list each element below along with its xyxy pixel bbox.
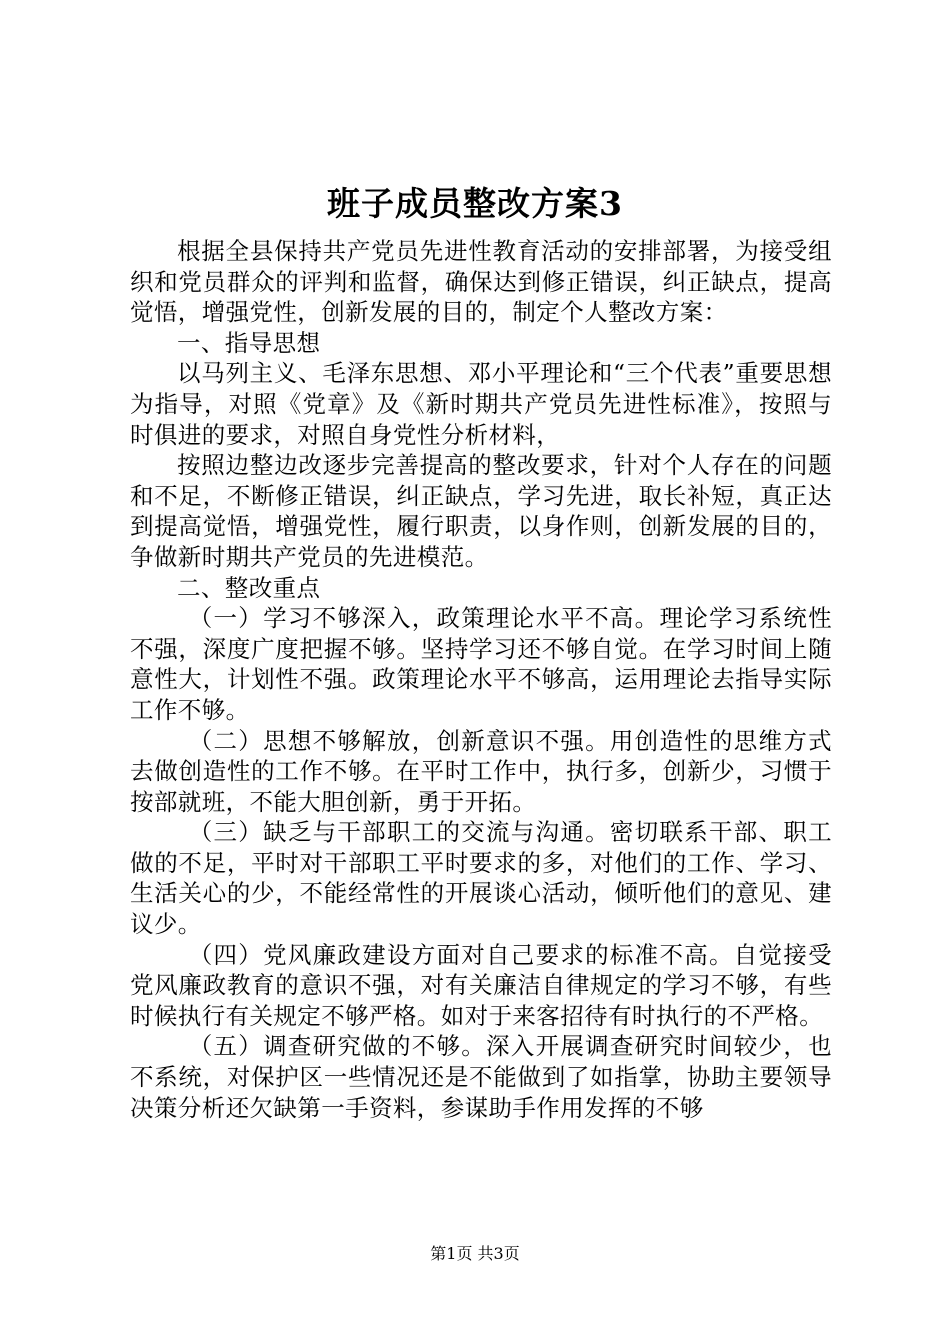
rectification-item-3: （三）缺乏与干部职工的交流与沟通。密切联系干部、职工做的不足，平时对干部职工平时要求的多，对他们的工作、学习、生活关心的少，不能经常性的开展谈心活动，倾听他们的意见、建议少。	[130, 818, 832, 939]
section-heading-guiding-ideology: 一、指导思想	[177, 328, 321, 357]
rectification-item-4: （四）党风廉政建设方面对自己要求的标准不高。自觉接受党风廉政教育的意识不强，对有关廉洁自律规定的学习不够，有些时候执行有关规定不够严格。如对于来客招待有时执行的不严格。	[130, 940, 832, 1030]
body-paragraph: 按照边整边改逐步完善提高的整改要求，针对个人存在的问题和不足，不断修正错误，纠正缺点，学习先进，取长补短，真正达到提高觉悟，增强党性，履行职责，以身作则，创新发展的目的，争做新时期共产党员的先进模范。	[130, 451, 832, 571]
rectification-item-1: （一）学习不够深入，政策理论水平不高。理论学习系统性不强，深度广度把握不够。坚持学习还不够自觉。在学习时间上随意性大，计划性不强。政策理论水平不够高，运用理论去指导实际工作不够。	[130, 604, 832, 724]
section-heading-rectification-focus: 二、整改重点	[177, 573, 321, 602]
intro-paragraph: 根据全县保持共产党员先进性教育活动的安排部署，为接受组织和党员群众的评判和监督，确保达到修正错误，纠正缺点，提高觉悟，增强党性，创新发展的目的，制定个人整改方案：	[130, 237, 832, 327]
body-paragraph: 以马列主义、毛泽东思想、邓小平理论和“三个代表”重要思想为指导，对照《党章》及《新时期共产党员先进性标准》，按照与时俱进的要求，对照自身党性分析材料，	[130, 359, 832, 449]
rectification-item-5: （五）调查研究做的不够。深入开展调查研究时间较少，也不系统，对保护区一些情况还是不能做到了如指掌，协助主要领导决策分析还欠缺第一手资料，参谋助手作用发挥的不够	[130, 1032, 832, 1122]
document-body	[130, 236, 832, 1123]
rectification-item-2: （二）思想不够解放，创新意识不强。用创造性的思维方式去做创造性的工作不够。在平时工作中，执行多，创新少，习惯于按部就班，不能大胆创新，勇于开拓。	[130, 726, 832, 816]
page-number-footer: 第1页 共3页	[430, 1244, 520, 1263]
document-title: 班子成员整改方案3	[327, 184, 623, 223]
